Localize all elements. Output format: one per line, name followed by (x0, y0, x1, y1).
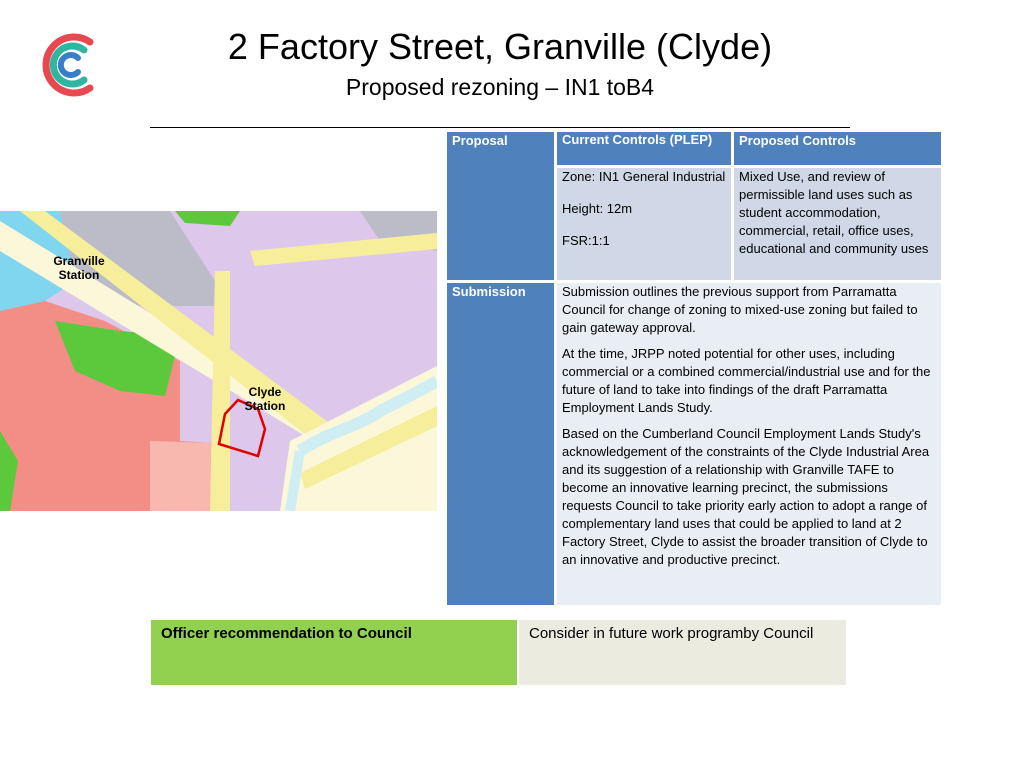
current-controls-cell (557, 168, 731, 280)
submission-cell (557, 283, 941, 605)
controls-table (444, 129, 944, 608)
submission-header: Submission (447, 283, 554, 605)
zoning-map (0, 211, 437, 511)
current-fsr: FSR:1:1 (562, 233, 610, 248)
recommendation-label: Officer recommendation to Council (151, 620, 517, 685)
council-c-logo-icon (38, 32, 98, 98)
current-controls-header: Current Controls (PLEP) (557, 132, 731, 165)
clyde-station-label: Clyde Station (244, 385, 286, 413)
proposed-controls-header: Proposed Controls (734, 132, 941, 165)
title-divider (150, 127, 850, 128)
recommendation-table (149, 618, 848, 687)
granville-station-label: Granville Station (53, 254, 105, 282)
submission-paragraph: Based on the Cumberland Council Employment Lands Study's acknowledgement of the constraints of the Clyde Industrial Area and its suggestion of a relationship with Granville TAFE to become an innovative learning precinct, the submissions requests Council to take priority early action to adopt a range of complementary land uses that could be applied to land at 2 Factory Street, Clyde to assist the broader transition of Clyde to an innovative and productive precinct. (562, 426, 930, 567)
proposal-header: Proposal (447, 132, 554, 280)
current-zone: Zone: IN1 General Industrial (562, 169, 726, 184)
recommendation-value: Consider in future work programby Council (519, 620, 846, 685)
page-title: 2 Factory Street, Granville (Clyde) (227, 26, 773, 67)
current-height: Height: 12m (562, 201, 633, 216)
mixed-use-zone-light (150, 441, 218, 511)
submission-paragraph: At the time, JRPP noted potential for other uses, including commercial or a combined commercial/industrial use and for the future of land to take into findings of the draft Parramatta Employment Lands Study. (562, 346, 931, 415)
proposed-controls-cell: Mixed Use, and review of permissible land uses such as student accommodation, commercial, retail, office uses, educational and community uses (734, 168, 941, 280)
page-subtitle: Proposed rezoning – IN1 toB4 (345, 74, 655, 100)
submission-paragraph: Submission outlines the previous support from Parramatta Council for change of zoning to mixed-use zoning but failed to gain gateway approval. (562, 284, 918, 335)
